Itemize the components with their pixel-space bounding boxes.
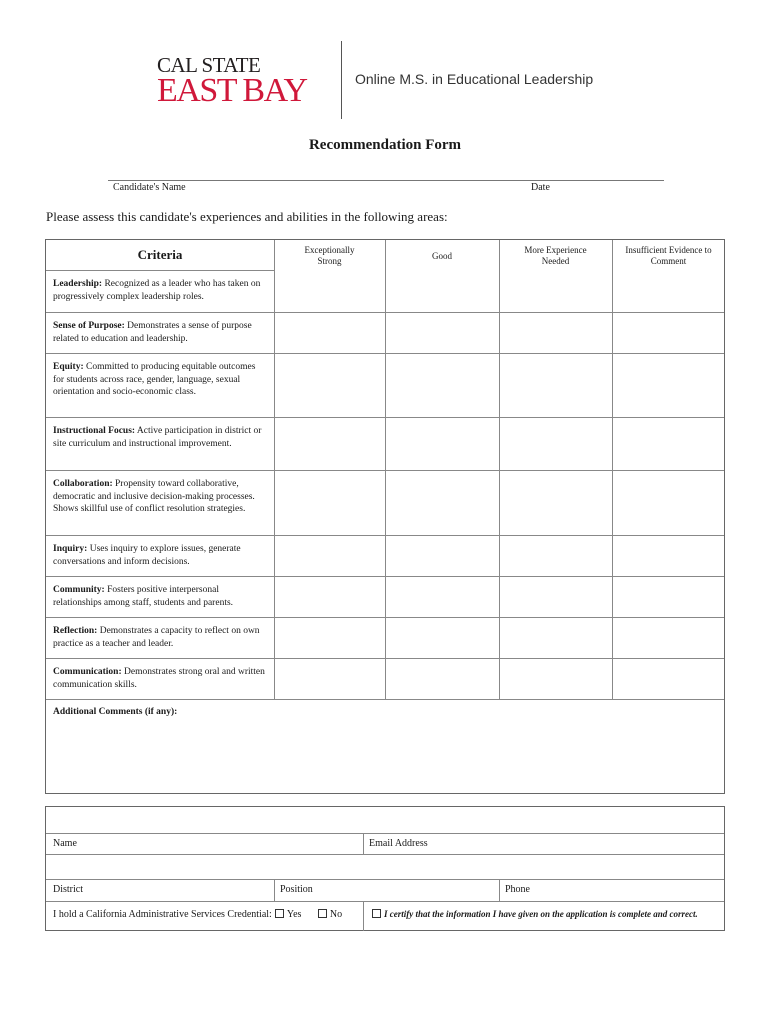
- certify-checkbox[interactable]: [372, 909, 381, 918]
- position-label: Position: [280, 884, 313, 895]
- column-divider: [363, 901, 364, 931]
- name-label: Name: [53, 838, 77, 849]
- row-divider: [46, 879, 724, 880]
- logo-line-cal-state: CAL STATE: [157, 53, 261, 77]
- criterion-leadership: Leadership: Recognized as a leader who has taken on progressively complex leadership roles.: [53, 279, 261, 302]
- row-divider: [46, 901, 724, 902]
- column-divider: [274, 879, 275, 901]
- recommender-info-table: [45, 806, 725, 931]
- column-divider: [499, 879, 500, 901]
- row-divider: [46, 417, 724, 418]
- header-exceptionally-strong: Exceptionally Strong: [304, 245, 355, 266]
- criterion-instructional-focus: Instructional Focus: Active participation in district or site curriculum and instructional improvement.: [53, 426, 262, 449]
- row-divider: [46, 658, 724, 659]
- header-good: Good: [432, 251, 452, 261]
- row-divider: [46, 312, 724, 313]
- phone-label: Phone: [505, 884, 530, 895]
- form-title: Recommendation Form: [308, 137, 462, 153]
- yes-label: Yes: [286, 909, 302, 920]
- header-insufficient-evidence: Insufficient Evidence to Comment: [625, 245, 712, 266]
- credential-question: [53, 909, 342, 920]
- instructions: Please assess this candidate's experiences and abilities in the following areas:: [46, 209, 448, 224]
- column-divider: [363, 833, 364, 854]
- row-divider: [46, 576, 724, 577]
- row-divider: [46, 270, 274, 271]
- row-divider: [46, 353, 724, 354]
- row-divider: [46, 470, 724, 471]
- program-title: Online M.S. in Educational Leadership: [355, 71, 594, 87]
- row-divider: [46, 617, 724, 618]
- criterion-communication: Communication: Demonstrates strong oral and written communication skills.: [53, 667, 265, 690]
- candidate-name-field[interactable]: [108, 180, 664, 181]
- logo-divider: [341, 41, 342, 119]
- date-label: Date: [531, 182, 550, 193]
- certify-row: [369, 909, 698, 920]
- row-divider: [46, 699, 724, 700]
- criterion-community: Community: Fosters positive interpersonal relationships among staff, students and parents.: [53, 585, 234, 608]
- criterion-sense-of-purpose: Sense of Purpose: Demonstrates a sense of purpose related to education and leadership.: [53, 321, 252, 344]
- logo-line-east-bay: EAST BAY: [157, 72, 307, 109]
- criterion-inquiry: Inquiry: Uses inquiry to explore issues, generate conversations and inform decisions.: [53, 544, 241, 567]
- district-label: District: [53, 884, 83, 895]
- certify-text: I certify that the information I have given on the application is complete and correct.: [384, 909, 698, 919]
- no-label: No: [329, 909, 343, 920]
- criterion-collaboration: Collaboration: Propensity toward collaborative, democratic and inclusive decision-making processes. Shows skillful use of conflict resolution strategies.: [53, 479, 255, 514]
- row-divider: [46, 854, 724, 855]
- header-more-experience-needed: More Experience Needed: [524, 245, 587, 266]
- assessment-table: [45, 239, 725, 794]
- credential-no-checkbox[interactable]: [318, 909, 327, 918]
- criteria-header: Criteria: [137, 247, 183, 262]
- criterion-reflection: Reflection: Demonstrates a capacity to reflect on own practice as a teacher and leader.: [53, 626, 260, 649]
- credential-yes-checkbox[interactable]: [275, 909, 284, 918]
- candidate-name-label: Candidate's Name: [113, 182, 186, 193]
- credential-label: I hold a California Administrative Services Credential:: [53, 909, 272, 920]
- additional-comments-label: Additional Comments (if any):: [53, 707, 178, 717]
- email-label: Email Address: [369, 838, 428, 849]
- row-divider: [46, 535, 724, 536]
- row-divider: [46, 833, 724, 834]
- criterion-equity: Equity: Committed to producing equitable outcomes for students across race, gender, language, sexual orientation and socio-economic class.: [53, 362, 256, 397]
